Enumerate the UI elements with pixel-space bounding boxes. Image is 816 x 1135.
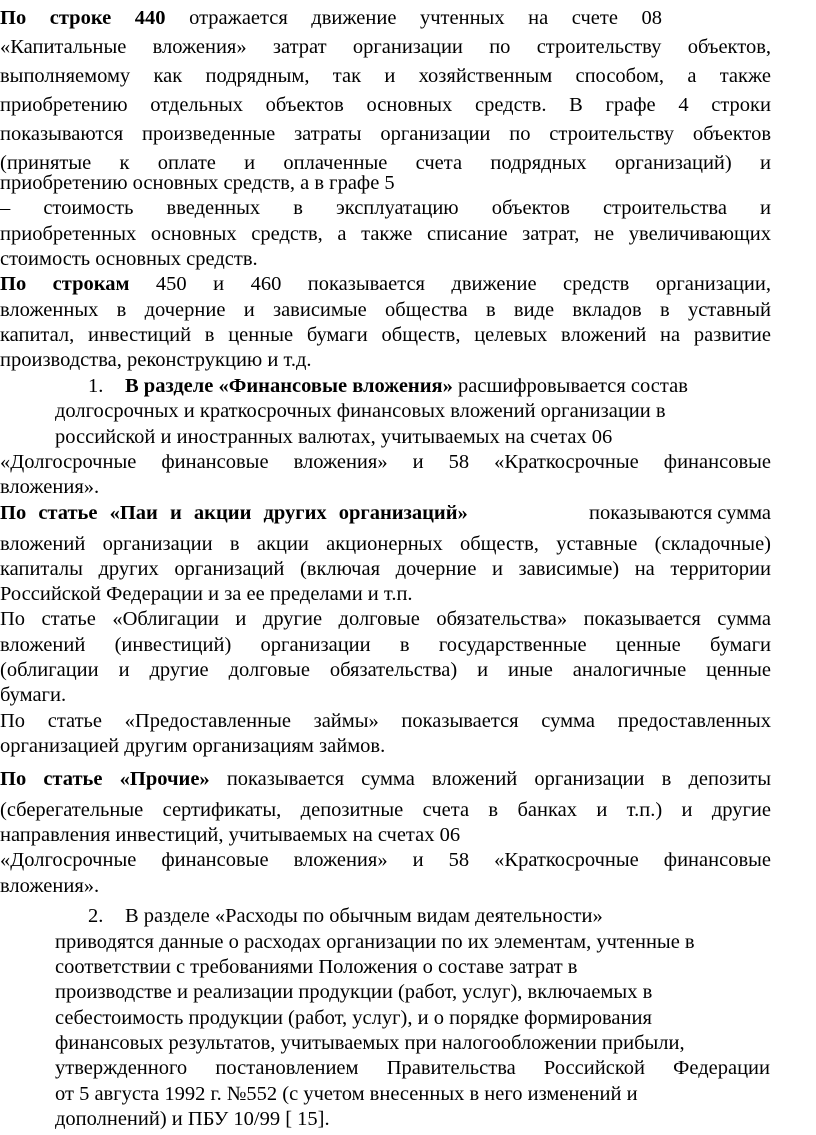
p3-line-2: вложений организации в акции акционерных обществ, уставные (складочные)	[0, 533, 771, 555]
p4-line-4: бумаги.	[0, 684, 67, 706]
p4-line-1: По статье «Облигации и другие долговые обязательства» показывается сумма	[0, 608, 771, 630]
item2-line-6: финансовых результатов, учитываемых при налогообложении прибыли,	[55, 1032, 685, 1054]
p1-line-1: По строке 440 отражается движение учтенных на счете 08	[0, 7, 662, 29]
item1-number: 1.	[88, 375, 104, 397]
p6-line-1: По статье «Прочие» показывается сумма вложений организации в депозиты	[0, 768, 771, 790]
p1-lead: По строке 440	[0, 7, 166, 29]
p6-lead: По статье «Прочие»	[0, 768, 210, 790]
p6-line-5: вложения».	[0, 875, 100, 897]
p6-line-2: (сберегательные сертификаты, депозитные счета в банках и т.п.) и другие	[0, 799, 771, 821]
item2-line-8: от 5 августа 1992 г. №552 (с учетом внесенных в него изменений и	[55, 1083, 638, 1105]
item2-line-1: В разделе «Расходы по обычным видам деятельности»	[125, 905, 603, 927]
p5-line-1: По статье «Предоставленные займы» показывается сумма предоставленных	[0, 710, 771, 732]
p2-line-3: капитал, инвестиций в ценные бумаги обществ, целевых вложений на развитие	[0, 324, 771, 346]
p4-line-3: (облигации и другие долговые обязательства) и иные аналогичные ценные	[0, 659, 771, 681]
item1-line-5: вложения».	[0, 476, 100, 498]
p1-line-10: стоимость основных средств.	[0, 248, 258, 270]
item2-line-7: утвержденного постановлением Правительства Российской Федерации	[55, 1057, 770, 1079]
p2-line-2: вложенных в дочерние и зависимые общества в виде вкладов в уставный	[0, 299, 771, 321]
item2-line-4: производстве и реализации продукции (работ, услуг), включаемых в	[55, 981, 653, 1003]
p1-line-8: – стоимость введенных в эксплуатацию объектов строительства и	[0, 197, 771, 219]
item1-line-4: «Долгосрочные финансовые вложения» и 58 «Краткосрочные финансовые	[0, 451, 771, 473]
p2-line-4: производства, реконструкцию и т.д.	[0, 349, 312, 371]
item2-line-5: себестоимость продукции (работ, услуг), и о порядке формирования	[55, 1007, 652, 1029]
item2-line-9: дополнений) и ПБУ 10/99 [ 15].	[55, 1108, 330, 1130]
item1-line-2: долгосрочных и краткосрочных финансовых вложений организации в	[55, 400, 666, 422]
p5-line-2: организацией другим организациям займов.	[0, 735, 386, 757]
p1-line-4: приобретению отдельных объектов основных средств. В графе 4 строки	[0, 94, 771, 116]
item2-line-3: соответствии с требованиями Положения о составе затрат в	[55, 956, 578, 978]
p1-line-7: приобретению основных средств, а в графе 5	[0, 172, 395, 194]
item1-line-3: российской и иностранных валютах, учитываемых на счетах 06	[55, 426, 613, 448]
p1-line-6: (принятые к оплате и оплаченные счета подрядных организаций) и	[0, 152, 771, 174]
p3-lead: По статье «Паи и акции других организаций»	[0, 502, 468, 524]
p1-line-3: выполняемому как подрядным, так и хозяйственным способом, а также	[0, 65, 771, 87]
p1-line-9: приобретенных основных средств, а также списание затрат, не увеличивающих	[0, 223, 771, 245]
p1-line-2: «Капитальные вложения» затрат организации по строительству объектов,	[0, 36, 771, 58]
p3-line-3: капиталы других организаций (включая дочерние и зависимые) на территории	[0, 558, 771, 580]
p6-line-3: направления инвестиций, учитываемых на счетах 06	[0, 824, 461, 846]
p3-line-4: Российской Федерации и за ее пределами и т.п.	[0, 583, 413, 605]
item2-line-2: приводятся данные о расходах организации по их элементам, учтенные в	[55, 931, 695, 953]
p1-line-5: показываются произведенные затраты организации по строительству объектов	[0, 123, 771, 145]
item2-number: 2.	[88, 905, 104, 927]
p3-line-1: По статье «Паи и акции других организаций» показываются сумма	[0, 502, 771, 524]
p6-line-4: «Долгосрочные финансовые вложения» и 58 «Краткосрочные финансовые	[0, 849, 771, 871]
p2-lead: По строкам	[0, 273, 130, 295]
p4-line-2: вложений (инвестиций) организации в государственные ценные бумаги	[0, 634, 771, 656]
p2-line-1: По строкам 450 и 460 показывается движение средств организации,	[0, 273, 772, 295]
item1-line-1: В разделе «Финансовые вложения» расшифровывается состав	[125, 375, 688, 397]
item1-lead: В разделе «Финансовые вложения»	[125, 375, 453, 397]
